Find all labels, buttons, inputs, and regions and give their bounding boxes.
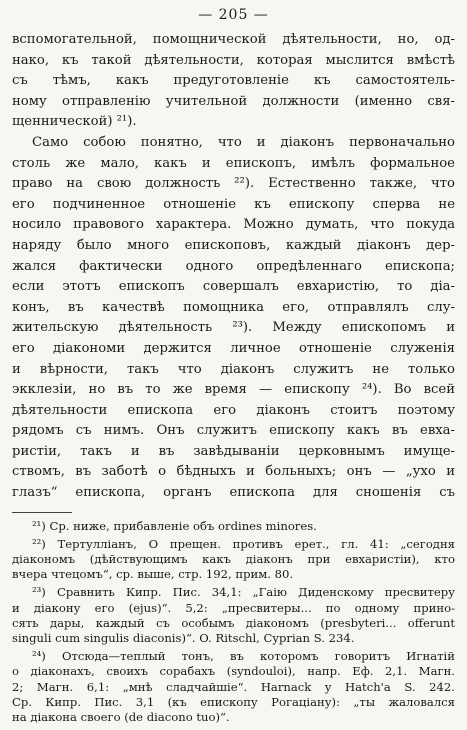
footnote-line: ²¹) Ср. ниже, прибавленіе объ ordines minores.	[32, 518, 317, 533]
text-line: ствомъ, въ заботѣ о бѣдныхъ и больныхъ; онъ — „ухо и	[12, 464, 455, 480]
text-line: экклезіи, но въ то же время — епископу ²⁴). Во всей	[12, 382, 455, 398]
text-line: столь же мало, какъ и епископъ, имѣлъ формальное	[12, 155, 455, 171]
text-line: нако, къ такой дѣятельности, которая мыслится вмѣстѣ	[12, 52, 455, 68]
footnote-line: Ср. Кипр. Пис. 3,1 (къ епископу Рогаціану): „ты жаловался	[12, 694, 455, 709]
text-line: если этотъ епископъ совершалъ евхаристію, то діа-	[12, 279, 455, 295]
text-line: жительскую дѣятельность ²³). Между епископомъ и	[12, 320, 455, 336]
text-line: наряду было много епископовъ, каждый діаконъ дер-	[12, 237, 455, 253]
footnote	[12, 649, 455, 725]
footnote-line: діакономъ (дѣйствующимъ какъ діаконъ при евхаристіи), кто	[12, 552, 455, 567]
footnote-line: о діаконахъ, своихъ сорабахъ (syndouloi), напр. Еф. 2,1. Магн.	[12, 664, 455, 679]
main-text	[12, 30, 455, 504]
text-line: дѣятельности епископа его діаконъ стоитъ поэтому	[12, 402, 455, 418]
text-line: глазъ“ епископа, органъ епископа для сношенія съ	[12, 485, 455, 501]
footnote-line: ²³) Сравнить Кипр. Пис. 34,1: „Гаію Диденскому пресвитеру	[32, 585, 455, 600]
book-page	[12, 4, 455, 725]
footnote-rule	[12, 512, 72, 513]
footnote-line: singuli cum singulis diaconis)“. O. Ritschl, Cyprian S. 234.	[12, 630, 355, 645]
text-line: Само собою понятно, что и діаконъ первоначально	[32, 134, 455, 150]
text-line: носило правового характера. Можно думать, что покуда	[12, 217, 455, 233]
footnote-line: и діакону его (ejus)“. 5,2: „пресвитеры... по одному прино-	[12, 600, 455, 615]
text-line: рядомъ съ нимъ. Онъ служитъ епископу какъ въ евха-	[12, 423, 455, 439]
footnote-line: 2; Магн. 6,1: „мнѣ сладчайшіе“. Harnack y Hatch'a S. 242.	[12, 679, 455, 694]
text-line: жался фактически одного опредѣленнаго епископа;	[12, 258, 455, 274]
footnote-line: сять дары, каждый съ особымъ діакономъ (presbyteri... offerunt	[12, 615, 455, 630]
footnote	[12, 537, 455, 583]
text-line: вспомогательной, помощнической дѣятельности, но, од-	[12, 32, 455, 47]
text-line: его подчиненное отношеніе къ епископу сперва не	[12, 196, 455, 212]
text-line: и вѣрности, такъ что діаконъ служитъ не только	[12, 361, 455, 377]
text-line: съ тѣмъ, какъ предуготовленіе къ самостоятель-	[12, 73, 455, 89]
text-line: ристіи, такъ и въ завѣдываніи церковнымъ имуще-	[12, 443, 455, 459]
text-line: щеннической) ²¹).	[12, 114, 137, 130]
footnote	[12, 585, 455, 646]
footnote	[12, 519, 455, 534]
footnote-line: вчера чтецомъ“, ср. выше, стр. 192, прим. 80.	[12, 567, 294, 582]
footnote-line: на діакона своего (de diacono tuo)“.	[12, 709, 230, 724]
text-line: конъ, въ качествѣ помощника его, отправлялъ слу-	[12, 299, 455, 315]
footnote-line: ²⁴) Отсюда—теплый тонъ, въ которомъ говоритъ Игнатій	[32, 649, 455, 664]
text-line: его діакономи держится личное отношеніе служенія	[12, 340, 455, 356]
footnotes	[12, 519, 455, 725]
page-number: — 205 —	[198, 7, 269, 23]
text-line: право на свою должность ²²). Естественно также, что	[12, 176, 455, 192]
footnote-line: ²²) Тертулліанъ, О прещен. противъ ерет., гл. 41: „сегодня	[32, 536, 455, 551]
text-line: ному отправленію учительной должности (именно свя-	[12, 93, 455, 109]
